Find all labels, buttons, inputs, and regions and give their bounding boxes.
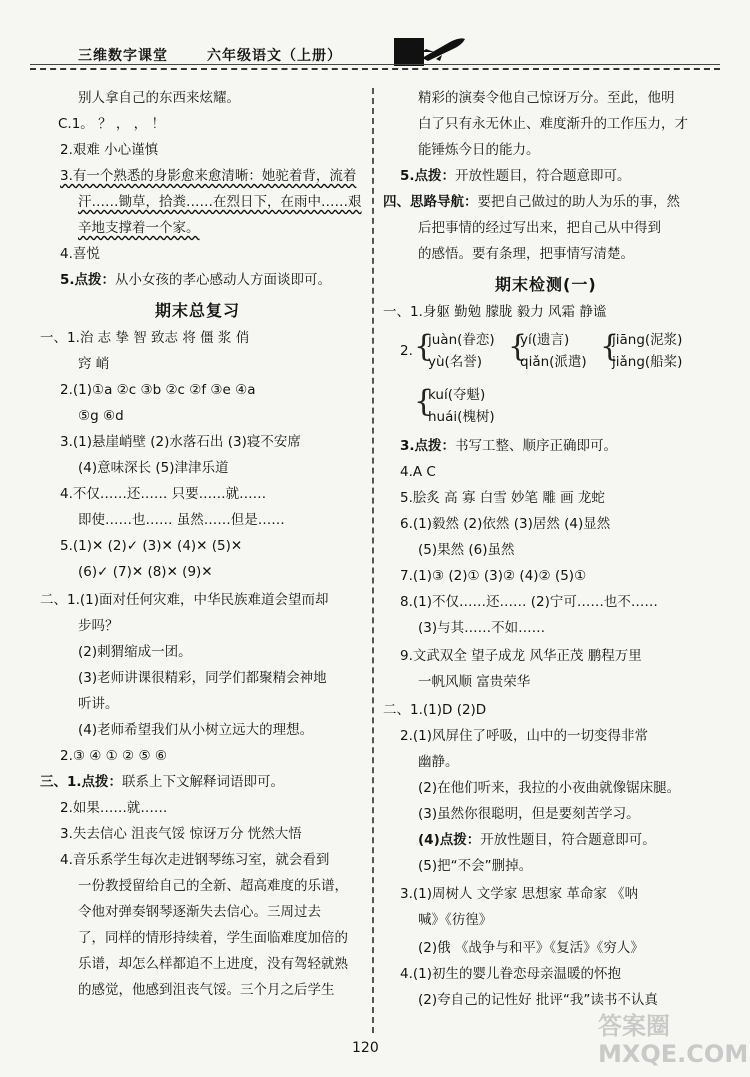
answer-line: 一、1.身躯 勤勉 朦胧 毅力 风霜 静谧	[383, 304, 607, 320]
answer-line: 步吗？	[78, 618, 119, 634]
page-header	[0, 0, 750, 75]
answer-line: 4.(1)初生的婴儿眷恋母亲温暖的怀抱	[400, 966, 622, 982]
answer-line: 4.A C	[400, 464, 436, 480]
answer-line: 二、1.(1)D (2)D	[383, 702, 487, 718]
answer-line: 乐谱，却怎么样都追不上进度，没有驾轻就熟	[78, 956, 348, 972]
answer-line: 四、思路导航：要把自己做过的助人为乐的事，然	[383, 194, 680, 210]
answer-line: C.1。 ？ ， ， ！	[58, 116, 165, 132]
answer-line: 听讲。	[78, 696, 119, 712]
pinyin-item: kuí(夺魁)	[428, 387, 486, 403]
answer-line: 4.音乐系学生每次走进钢琴练习室，就会看到	[60, 852, 330, 868]
brace-icon: {	[414, 384, 434, 419]
answer-line: 的感悟。要有条理，把事情写清楚。	[418, 246, 634, 262]
answer-line: 4.不仅……还…… 只要……就……	[60, 486, 267, 502]
rocket-icon	[420, 36, 466, 62]
answer-line: ⑤g ⑥d	[78, 408, 124, 424]
answer-line: (2)在他们听来，我拉的小夜曲就像锯床腿。	[418, 780, 681, 796]
answer-line: 3.(1)悬崖峭壁 (2)水落石出 (3)寝不安席	[60, 434, 301, 450]
pinyin-item: jiāng(泥浆)	[612, 332, 683, 348]
answer-line: 后把事情的经过写出来，把自己从中得到	[418, 220, 661, 236]
answer-line: (4)老师希望我们从小树立远大的理想。	[78, 722, 314, 738]
answer-line: 7.(1)③ (2)① (3)② (4)② (5)①	[400, 568, 587, 584]
answer-line: (4)点拨：开放性题目，符合题意即可。	[418, 832, 656, 848]
answer-line: 一、1.治 志 挚 智 致志 将 僵 浆 俏	[40, 330, 250, 346]
answer-line: 3.有一个熟悉的身影愈来愈清晰：她驼着背，流着	[60, 168, 357, 184]
answer-line: 一帆风顺 富贵荣华	[418, 674, 531, 690]
answer-line: 9.文武双全 望子成龙 风华正茂 鹏程万里	[400, 648, 642, 664]
answer-line: (5)把“不会”删掉。	[418, 858, 533, 874]
answer-line: 3.点拨：书写工整、顺序正确即可。	[400, 438, 618, 454]
answer-line: 汗……锄草，拾粪……在烈日下，在雨中……艰	[78, 194, 362, 210]
pinyin-item: yù(名誉)	[428, 354, 483, 370]
brace-icon: {	[508, 329, 528, 364]
answer-line: (5)果然 (6)虽然	[418, 542, 515, 558]
answer-line: (6)✓ (7)✕ (8)✕ (9)✕	[78, 564, 213, 580]
answer-line: 能锤炼今日的能力。	[418, 142, 540, 158]
page-number: 120	[352, 1040, 379, 1056]
pinyin-item: juàn(眷恋)	[428, 332, 495, 348]
answer-line: 即使……也…… 虽然……但是……	[78, 512, 285, 528]
answer-line: 令他对弹奏钢琴逐渐失去信心。三周过去	[78, 904, 321, 920]
column-divider	[372, 88, 374, 1033]
answer-line: 3.(1)周树人 文学家 思想家 革命家 《呐	[400, 886, 639, 902]
answer-line: 5.(1)✕ (2)✓ (3)✕ (4)✕ (5)✕	[60, 538, 243, 554]
answer-line: 别人拿自己的东西来炫耀。	[78, 90, 240, 106]
answer-line: (3)与其……不如……	[418, 620, 546, 636]
pinyin-label: 2.	[400, 343, 413, 359]
answer-line: 幽静。	[418, 754, 459, 770]
answer-line: 2.(1)①a ②c ③b ②c ②f ③e ④a	[60, 382, 256, 398]
section-heading-final-review: 期末总复习	[155, 301, 241, 320]
answer-line: 白了只有永无休止、难度渐升的工作压力，才	[418, 116, 688, 132]
answer-line: 窍 峭	[78, 356, 110, 372]
answer-line: (2)夸自己的记性好 批评“我”读书不认真	[418, 992, 658, 1008]
answer-line: 8.(1)不仅……还…… (2)宁可……也不……	[400, 594, 658, 610]
answer-line: (2)俄 《战争与和平》《复活》《穷人》	[418, 940, 644, 956]
section-heading-final-test-1: 期末检测(一)	[495, 275, 597, 294]
answer-line: 3.失去信心 沮丧气馁 惊讶万分 恍然大悟	[60, 826, 302, 842]
series-title: 三维数字课堂	[78, 48, 168, 64]
answer-line: 的感觉，他感到沮丧气馁。三个月之后学生	[78, 982, 335, 998]
answer-line: (2)刺猬缩成一团。	[78, 644, 192, 660]
answer-line: 5.点拨：从小女孩的孝心感动人方面谈即可。	[60, 272, 332, 288]
header-rule	[30, 64, 720, 65]
answer-line: 精彩的演奏令他自己惊讶万分。至此，他明	[418, 90, 675, 106]
book-title: 六年级语文（上册）	[207, 48, 342, 64]
answer-line: 二、1.(1)面对任何灾难，中华民族难道会望而却	[40, 592, 329, 608]
brace-icon: {	[414, 329, 434, 364]
answer-line: 5.脍炙 高 寡 白雪 妙笔 雕 画 龙蛇	[400, 490, 605, 506]
answer-line: 喊》《彷徨》	[418, 912, 493, 928]
answer-line: (3)老师讲课很精彩，同学们都聚精会神地	[78, 670, 327, 686]
answer-line: (3)虽然你很聪明，但是要刻苦学习。	[418, 806, 640, 822]
answer-line: 4.喜悦	[60, 246, 100, 262]
answer-line: 6.(1)毅然 (2)依然 (3)居然 (4)显然	[400, 516, 611, 532]
brace-icon: {	[600, 329, 620, 364]
pinyin-item: huái(槐树)	[428, 409, 495, 425]
answer-line: 2.艰难 小心谨慎	[60, 142, 159, 158]
pinyin-item: yí(遗言)	[520, 332, 570, 348]
answer-line: 5.点拨：开放性题目，符合题意即可。	[400, 168, 631, 184]
answer-line: 一份教授留给自己的全新、超高难度的乐谱，	[78, 878, 348, 894]
answer-line: 三、1.点拨：联系上下文解释词语即可。	[40, 774, 285, 790]
pinyin-item: jiǎng(船桨)	[612, 354, 683, 370]
header-dashed-rule	[30, 68, 720, 70]
watermark: 答案圈 MXQE.COM	[598, 1012, 749, 1068]
answer-line: 2.(1)风屏住了呼吸，山中的一切变得非常	[400, 728, 649, 744]
answer-line: 辛地支撑着一个家。	[78, 220, 200, 236]
answer-line: (4)意味深长 (5)津津乐道	[78, 460, 229, 476]
answer-line: 2.如果……就……	[60, 800, 168, 816]
answer-line: 了，同样的情形持续着，学生面临难度加倍的	[78, 930, 348, 946]
answer-line: 2.③ ④ ① ② ⑤ ⑥	[60, 748, 167, 764]
pinyin-item: qiǎn(派遣)	[520, 354, 587, 370]
